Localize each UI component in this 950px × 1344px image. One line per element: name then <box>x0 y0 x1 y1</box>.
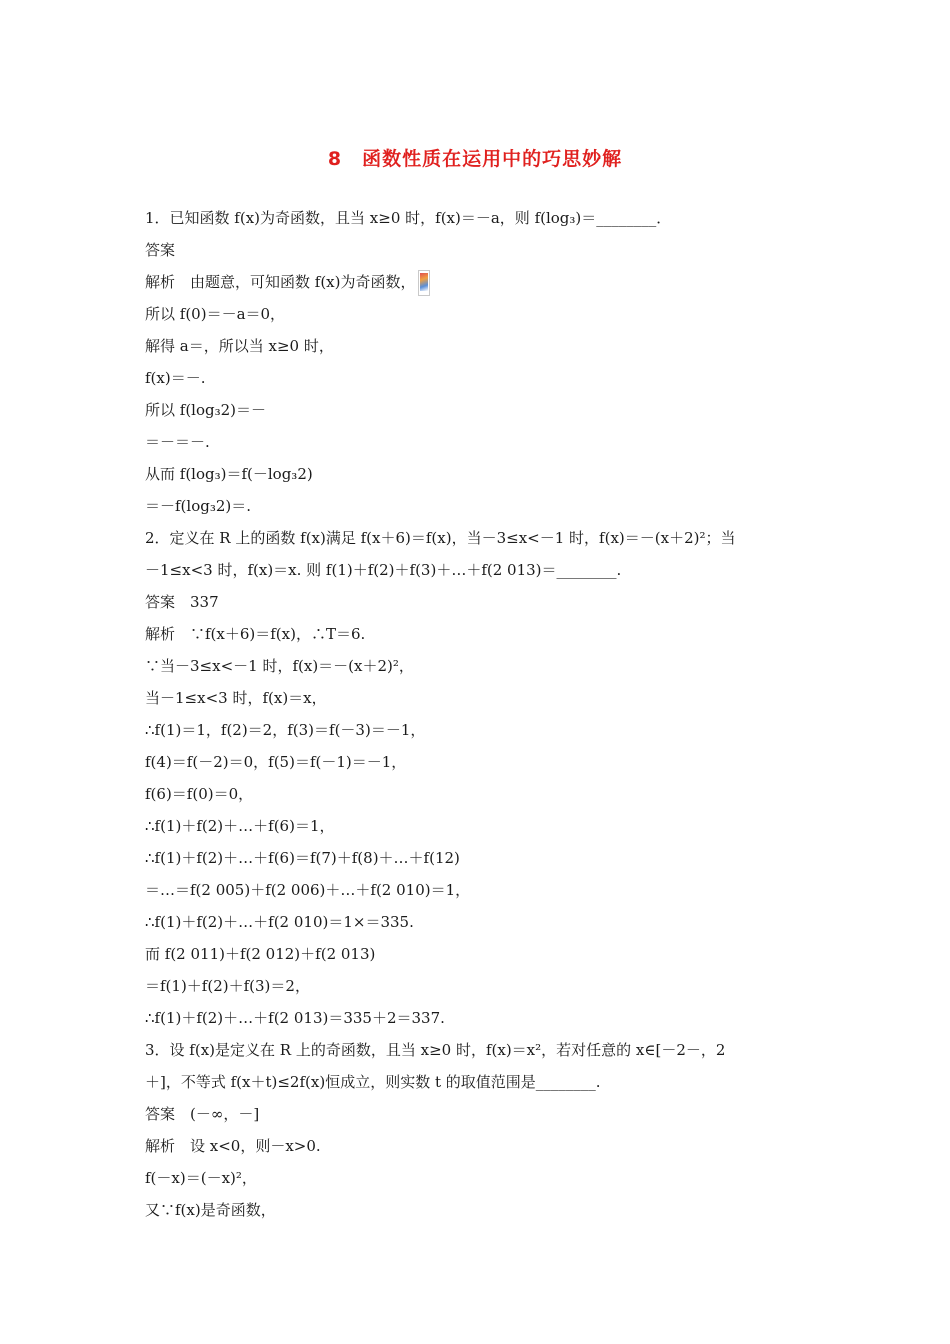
problem-1-statement: 1．已知函数 f(x)为奇函数，且当 x≥0 时，f(x)＝－a，则 f(log₃)＝________． <box>145 209 672 227</box>
solution-line: 所以 f(0)＝－a＝0， <box>145 305 286 323</box>
embedded-image-icon <box>418 270 430 296</box>
solution-line: f(－x)＝(－x)²， <box>145 1169 257 1187</box>
solution-line: ＝…＝f(2 005)＋f(2 006)＋…＋f(2 010)＝1， <box>145 881 471 899</box>
solution-line: ∵当－3≤x<－1 时，f(x)＝－(x＋2)²， <box>145 657 414 675</box>
solution-line: ∴f(1)＝1，f(2)＝2，f(3)＝f(－3)＝－1， <box>145 721 426 739</box>
solution-line: f(4)＝f(－2)＝0，f(5)＝f(－1)＝－1， <box>145 753 407 771</box>
problem-2-statement: 2．定义在 R 上的函数 f(x)满足 f(x＋6)＝f(x)，当－3≤x<－1 时，f(x)＝－(x＋2)²；当 <box>145 529 736 547</box>
solution-line: 解析 设 x<0，则－x>0. <box>145 1137 321 1155</box>
solution-line: 解析 ∵f(x＋6)＝f(x)，∴T＝6. <box>145 625 366 643</box>
solution-line: 所以 f(log₃2)＝－ <box>145 401 267 419</box>
solution-line: f(6)＝f(0)＝0， <box>145 785 254 803</box>
problem-2-statement-cont: －1≤x<3 时，f(x)＝x. 则 f(1)＋f(2)＋f(3)＋…＋f(2 013)＝________. <box>145 561 622 579</box>
answer-label: 答案 <box>145 241 176 259</box>
solution-line: 从而 f(log₃)＝f(－log₃2) <box>145 465 313 483</box>
solution-line: ∴f(1)＋f(2)＋…＋f(6)＝f(7)＋f(8)＋…＋f(12) <box>145 849 460 867</box>
solution-line: 当－1≤x<3 时，f(x)＝x， <box>145 689 327 707</box>
page-title: 8 函数性质在运用中的巧思妙解 <box>327 148 623 170</box>
solution-line: ＝－f(log₃2)＝. <box>145 497 252 515</box>
solution-line: ∴f(1)＋f(2)＋…＋f(2 010)＝1×＝335. <box>145 913 414 931</box>
solution-line: 解得 a＝，所以当 x≥0 时， <box>145 337 334 355</box>
problem-3-statement: 3．设 f(x)是定义在 R 上的奇函数，且当 x≥0 时，f(x)＝x²，若对任意的 x∈[－2－，2 <box>145 1041 726 1059</box>
solution-line <box>145 266 815 298</box>
problem-3-statement-cont: ＋]，不等式 f(x＋t)≤2f(x)恒成立，则实数 t 的取值范围是________. <box>145 1073 601 1091</box>
answer-label: 答案 337 <box>145 593 219 611</box>
solution-line: ∴f(1)＋f(2)＋…＋f(6)＝1， <box>145 817 335 835</box>
document-body <box>145 202 815 1226</box>
solution-line: ＝f(1)＋f(2)＋f(3)＝2， <box>145 977 310 995</box>
answer-label: 答案 (－∞，－] <box>145 1105 260 1123</box>
solution-line: ∴f(1)＋f(2)＋…＋f(2 013)＝335＋2＝337. <box>145 1009 445 1027</box>
solution-line: f(x)＝－. <box>145 369 206 387</box>
solution-line: ＝－＝－. <box>145 433 210 451</box>
solution-line: 又∵f(x)是奇函数， <box>145 1201 276 1219</box>
solution-line: 而 f(2 011)＋f(2 012)＋f(2 013) <box>145 945 376 963</box>
solution-text: 解析 由题意，可知函数 f(x)为奇函数， <box>145 273 416 291</box>
